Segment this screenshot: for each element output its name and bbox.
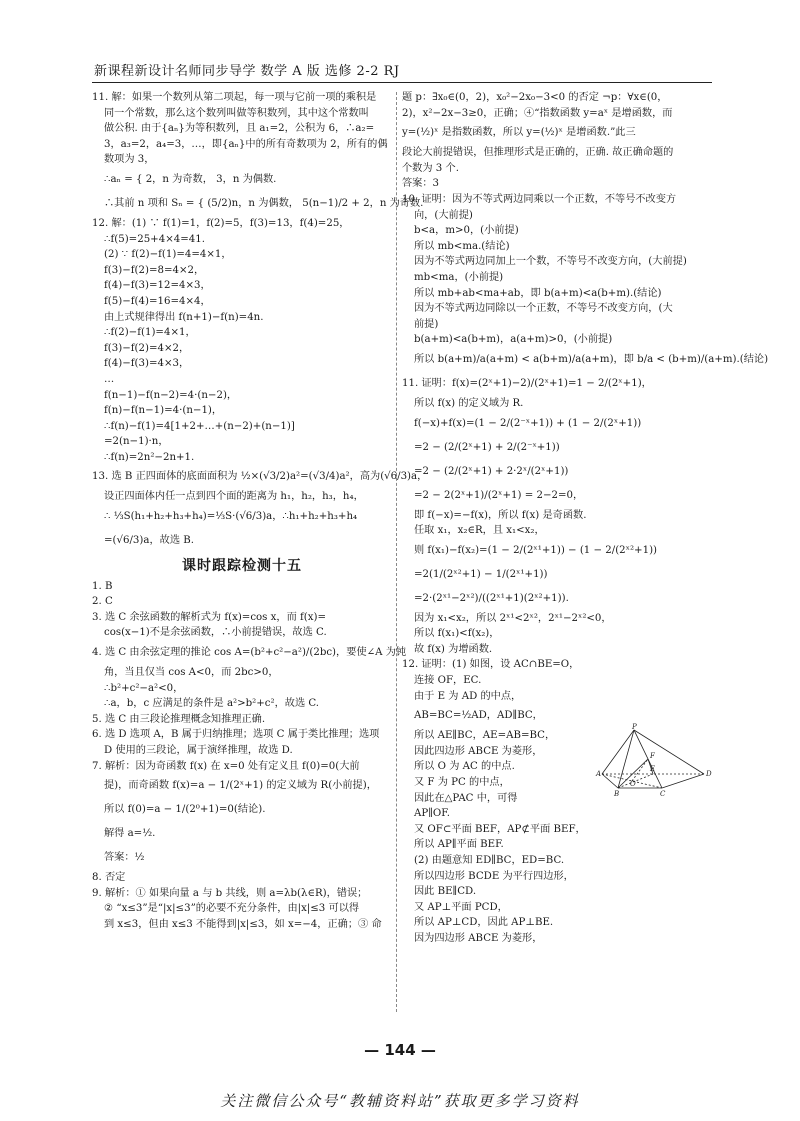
text-line: 数项为 3， <box>104 154 155 166</box>
text-line: 设正四面体内任一点到四个面的距离为 h₁，h₂，h₃，h₄， <box>104 491 364 503</box>
text-line: D 使用的三段论，属于演绎推理，故选 D. <box>104 745 293 756</box>
text-line: 11. 证明：f(x)=(2ˣ+1)−2)/(2ˣ+1)=1 − 2/(2ˣ+1)， <box>402 377 652 389</box>
text-line: ∴f(n)=2n²−2n+1. <box>104 451 195 463</box>
text-line: 5. 选 C 由三段论推理概念知推理正确. <box>92 713 266 725</box>
text-line: 所以 f(x₁)<f(x₂)， <box>414 628 500 640</box>
text-line: 因此四边形 ABCE 为菱形， <box>414 745 543 757</box>
text-line: f(4)−f(3)=12=4×3， <box>104 280 211 292</box>
text-line: 任取 x₁，x₂∈R，且 x₁<x₂， <box>414 525 545 537</box>
text-line: 答案：½ <box>104 852 145 864</box>
footer-note: 关注微信公众号“教辅资料站”获取更多学习资料 <box>220 1092 580 1110</box>
text-line: 13. 选 B 正四面体的底面面积为 ½×(√3/2)a²=(√3/4)a²，高为(√6/3)a， <box>92 471 428 483</box>
text-line: 因为 x₁<x₂，所以 2ˣ¹<2ˣ²，2ˣ¹−2ˣ²<0， <box>414 612 612 624</box>
text-line: AB=BC=½AD，AD∥BC， <box>414 710 543 722</box>
text-line: 1. B <box>92 580 113 592</box>
text-line: 由于 E 为 AD 的中点， <box>414 690 522 702</box>
text-line: f(4)−f(3)=4×3， <box>104 358 190 370</box>
page-header <box>92 56 712 83</box>
text-line: ∴ ⅓S(h₁+h₂+h₃+h₄)=⅓S·(√6/3)a，∴h₁+h₂+h₃+h₄ <box>104 511 358 523</box>
column-divider <box>396 92 397 1012</box>
text-line: 11. 解：如果一个数列从第二项起，每一项与它前一项的乘积是 <box>92 92 377 103</box>
text-line: =2 − (2/(2ˣ+1) + 2/(2⁻ˣ+1)) <box>414 441 560 453</box>
text-line: 角，当且仅当 cos A<0，而 2bc>0， <box>104 667 279 679</box>
text-line: ∴f(5)=25+4×4=41. <box>104 233 205 245</box>
text-line: 因为不等式两边同加上一个数，不等号不改变方向，(大前提) <box>414 256 687 268</box>
text-line: 即 f(−x)=−f(x)，所以 f(x) 是奇函数. <box>414 509 587 521</box>
text-line: ∴其前 n 项和 Sₙ = { (5/2)n，n 为偶数， 5(n−1)/2 + 2，n 为奇数. <box>104 197 424 209</box>
section-title: 课时跟踪检测十五 <box>182 558 302 575</box>
text-line: 到 x≤3，但由 x≤3 不能得到|x|≤3，如 x=−4，正确；③ 命 <box>104 918 382 930</box>
text-line: 3. 选 C 余弦函数的解析式为 f(x)=cos x，而 f(x)= <box>92 611 327 623</box>
text-line: =2 − 2(2ˣ+1)/(2ˣ+1) = 2−2=0， <box>414 489 584 501</box>
text-line: f(3)−f(2)=8=4×2， <box>104 264 205 276</box>
label-P: P <box>632 723 637 731</box>
label-A: A <box>596 770 602 778</box>
text-line: 所以 AP∥平面 BEF. <box>414 839 504 851</box>
label-E: E <box>650 765 656 773</box>
page-number: — 144 — <box>364 1041 436 1059</box>
text-line: 所以 f(0)=a − 1/(2⁰+1)=0(结论). <box>104 804 266 816</box>
text-line: 答案：3 <box>402 178 440 190</box>
text-line: 因为不等式两边同除以一个正数，不等号不改变方向，(大 <box>414 303 673 315</box>
text-line: f(n−1)−f(n−2)=4·(n−2)， <box>104 389 238 401</box>
text-line: 所以 AP⊥CD，因此 AP⊥BE. <box>414 917 554 929</box>
text-line: 所以四边形 BCDE 为平行四边形， <box>414 870 574 882</box>
text-line: f(n)−f(n−1)=4·(n−1)， <box>104 405 223 417</box>
text-line: 则 f(x₁)−f(x₂)=(1 − 2/(2ˣ¹+1)) − (1 − 2/(2ˣ²+1)) <box>414 544 658 556</box>
text-line: 又 AP⊥平面 PCD， <box>414 901 508 913</box>
label-B: B <box>614 790 620 798</box>
text-line: 向，(大前提) <box>414 209 473 221</box>
text-line: 又 OF⊂平面 BEF，AP⊄平面 BEF， <box>414 823 586 835</box>
text-line: AP∥OF. <box>414 808 450 820</box>
text-line: 3，a₃=2，a₄=3，…，即{aₙ}中的所有奇数项为 2，所有的偶 <box>104 138 388 150</box>
text-line: (2) 由题意知 ED∥BC，ED=BC. <box>414 855 565 866</box>
text-line: 所以 mb<ma.(结论) <box>414 240 510 252</box>
text-line: 同一个常数，那么这个数列叫做等积数列，其中这个常数叫 <box>104 107 369 119</box>
text-line: ∴a，b，c 应满足的条件是 a²>b²+c²，故选 C. <box>104 698 320 710</box>
right-column <box>402 90 769 947</box>
text-line: y=(½)ˣ 是指数函数，所以 y=(½)ˣ 是增函数.”此三 <box>402 127 636 139</box>
text-line: 解得 a=½. <box>104 828 156 840</box>
text-line: 段论大前提错误，但推理形式是正确的，正确. 故正确命题的 <box>402 147 674 159</box>
text-line: 所以 AE∥BC，AE=AB=BC， <box>414 730 556 742</box>
text-line: ② “x≤3”是“|x|≤3”的必要不充分条件，由|x|≤3 可以得 <box>104 903 360 915</box>
text-line: 6. 选 D 选项 A，B 属于归纳推理；选项 C 属于类比推理；选项 <box>92 729 380 741</box>
text-line: 所以 f(x) 的定义域为 R. <box>414 397 524 409</box>
right-solutions <box>402 90 769 947</box>
text-line: mb<ma，(小前提) <box>414 271 504 283</box>
text-line: b(a+m)<a(b+m)，a(a+m)>0，(小前提) <box>414 334 613 346</box>
header-title: 新课程新设计名师同步导学 数学 A 版 选修 2-2 RJ <box>94 64 400 79</box>
text-line: ∴f(n)−f(1)=4[1+2+…+(n−2)+(n−1)] <box>104 420 295 432</box>
text-line: 所以 O 为 AC 的中点. <box>414 761 515 773</box>
text-line: 4. 选 C 由余弦定理的推论 cos A=(b²+c²−a²)/(2bc)，要使∠A 为钝 <box>92 647 407 659</box>
text-line: … <box>104 373 115 385</box>
text-line: 10. 证明：因为不等式两边同乘以一个正数，不等号不改变方 <box>402 193 677 205</box>
text-line: 所以 mb+ab<ma+ab，即 b(a+m)<a(b+m).(结论) <box>414 287 662 299</box>
text-line: (2) ∵ f(2)−f(1)=4=4×1， <box>104 249 232 261</box>
text-line: =(√6/3)a，故选 B. <box>104 535 194 547</box>
text-line: 做公积. 由于{aₙ}为等积数列，且 a₁=2，公积为 6，∴a₂= <box>104 123 375 135</box>
text-line: 前提) <box>414 318 439 330</box>
text-line: 所以 b(a+m)/a(a+m) < a(b+m)/a(a+m)，即 b/a < (b+m)/(a+m).(结论) <box>414 353 769 365</box>
text-line: 2. C <box>92 596 113 608</box>
text-line: 因此在△PAC 中，可得 <box>414 792 518 804</box>
text-line: ∴aₙ = { 2，n 为奇数， 3，n 为偶数. <box>104 173 277 185</box>
label-O: O <box>630 780 636 788</box>
text-line: 12. 证明：(1) 如图，设 AC∩BE=O， <box>402 659 580 671</box>
text-line: 故 f(x) 为增函数. <box>414 643 493 655</box>
text-line: 个数为 3 个. <box>402 162 459 174</box>
text-line: b<a，m>0，(小前提) <box>414 225 519 237</box>
text-line: 提)，而奇函数 f(x)=a − 1/(2ˣ+1) 的定义域为 R(小前提)， <box>104 780 377 792</box>
text-line: 8. 否定 <box>92 872 126 884</box>
text-line: ∴f(2)−f(1)=4×1， <box>104 327 196 339</box>
text-line: =2(1/(2ˣ²+1) − 1/(2ˣ¹+1)) <box>414 568 548 580</box>
text-line: f(3)−f(2)=4×2， <box>104 342 190 354</box>
text-line: =2(n−1)·n， <box>104 436 169 448</box>
text-line: 又 F 为 PC 的中点， <box>414 777 510 789</box>
text-line: 2)，x²−2x−3≥0，正确；④“指数函数 y=aˣ 是增函数，而 <box>402 107 673 119</box>
label-F: F <box>650 752 655 760</box>
text-line: 因此 BE∥CD. <box>414 886 477 898</box>
label-D: D <box>706 770 712 778</box>
text-line: 连接 OF，EC. <box>414 675 482 687</box>
label-C: C <box>660 790 666 798</box>
pyramid-figure <box>596 724 714 798</box>
text-line: 12. 解：(1) ∵ f(1)=1，f(2)=5，f(3)=13，f(4)=25， <box>92 217 350 229</box>
left-solutions-2 <box>92 579 407 933</box>
text-line: =2 − (2/(2ˣ+1) + 2·2ˣ/(2ˣ+1)) <box>414 465 569 477</box>
text-line: 7. 解析：因为奇函数 f(x) 在 x=0 处有定义且 f(0)=0(大前 <box>92 760 360 772</box>
text-line: 因为四边形 ABCE 为菱形， <box>414 932 543 944</box>
text-line: 题 p：∃x₀∈(0，2)，x₀²−2x₀−3<0 的否定 ¬p：∀x∈(0， <box>402 92 668 103</box>
text-line: =2·(2ˣ¹−2ˣ²)/((2ˣ¹+1)(2ˣ²+1)). <box>414 592 569 604</box>
text-line: 9. 解析：① 如果向量 a 与 b 共线，则 a=λb(λ∈R)，错误； <box>92 887 368 899</box>
text-line: cos(x−1)不是余弦函数，∴小前提错误，故选 C. <box>104 627 327 639</box>
text-line: 由上式规律得出 f(n+1)−f(n)=4n. <box>104 311 264 323</box>
text-line: f(5)−f(4)=16=4×4， <box>104 295 211 307</box>
text-line: ∴b²+c²−a²<0， <box>104 682 184 694</box>
text-line: f(−x)+f(x)=(1 − 2/(2⁻ˣ+1)) + (1 − 2/(2ˣ+1)) <box>414 417 642 429</box>
